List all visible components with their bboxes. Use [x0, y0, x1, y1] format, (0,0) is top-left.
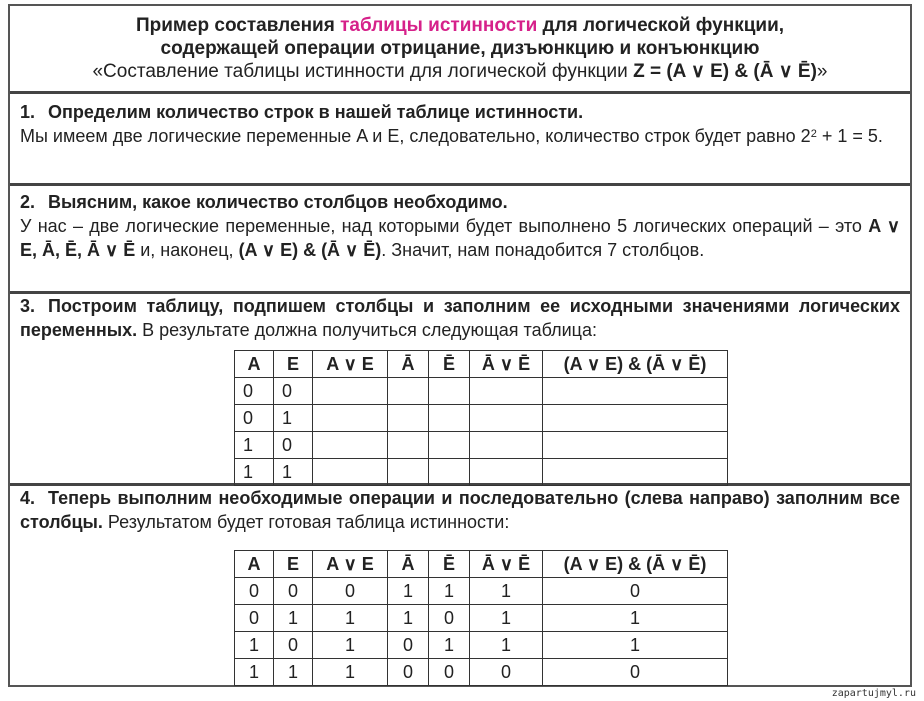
- table-cell: 1: [470, 605, 543, 632]
- step-4: [10, 486, 910, 689]
- step-2-title: [10, 190, 910, 214]
- column-header: Ā ∨ Ē: [470, 351, 543, 378]
- table-cell: 1: [313, 632, 388, 659]
- table-cell: 1: [429, 578, 470, 605]
- step-1-title: [10, 100, 910, 124]
- column-header: A: [235, 551, 274, 578]
- table-cell: [388, 459, 429, 486]
- step-2-number: 2.: [20, 192, 36, 212]
- table-row: [235, 578, 728, 605]
- table-row: [235, 659, 728, 686]
- table-row: [235, 605, 728, 632]
- column-header: Ē: [429, 351, 470, 378]
- step-1-text-after: + 1 = 5.: [816, 126, 883, 146]
- table-row: [235, 459, 728, 486]
- table-cell: 0: [274, 378, 313, 405]
- step-1-number: 1.: [20, 102, 36, 122]
- table-cell: 1: [470, 632, 543, 659]
- table-cell: [429, 405, 470, 432]
- column-header: A ∨ E: [313, 351, 388, 378]
- table-cell: 0: [388, 632, 429, 659]
- column-header: Ā: [388, 551, 429, 578]
- column-header: Ā: [388, 351, 429, 378]
- step-1-text-before: Мы имеем две логические переменные A и E, следовательно, количество строк будет равно 2: [20, 126, 811, 146]
- step-3-number: 3.: [20, 296, 36, 316]
- table-cell: [429, 378, 470, 405]
- table-cell: [313, 432, 388, 459]
- step-2-text-a: У нас – две логические переменные, над которыми будет выполнено 5 логических операций – это: [20, 216, 869, 236]
- table-header-row: [235, 551, 728, 578]
- table-cell: 0: [235, 605, 274, 632]
- column-header: (A ∨ E) & (Ā ∨ Ē): [543, 551, 728, 578]
- table-cell: [543, 405, 728, 432]
- table-row: [235, 378, 728, 405]
- column-header: E: [274, 551, 313, 578]
- table-cell: [470, 432, 543, 459]
- step-4-text: Результатом будет готовая таблица истинности:: [102, 512, 510, 532]
- table-cell: 1: [274, 659, 313, 686]
- table-cell: 1: [313, 659, 388, 686]
- step-1-superscript: 2: [810, 128, 817, 140]
- table-cell: [313, 378, 388, 405]
- step-4-title-text: Теперь выполним необходимые операции и последовательно (слева направо) заполним все столбцы.: [20, 488, 900, 532]
- header-block: [10, 6, 910, 94]
- step-2-final-op: (A ∨ E) & (Ā ∨ Ē): [238, 240, 382, 260]
- table-cell: 0: [543, 578, 728, 605]
- table-cell: 1: [274, 405, 313, 432]
- table-cell: 1: [235, 459, 274, 486]
- table-cell: 1: [543, 632, 728, 659]
- step-1: [10, 94, 910, 186]
- table-cell: [388, 405, 429, 432]
- table-cell: 1: [470, 578, 543, 605]
- column-header: E: [274, 351, 313, 378]
- step-3-paragraph: [10, 294, 910, 342]
- table-cell: 1: [235, 432, 274, 459]
- table-cell: 0: [543, 659, 728, 686]
- table-cell: 1: [274, 605, 313, 632]
- column-header: Ā ∨ Ē: [470, 551, 543, 578]
- column-header: A ∨ E: [313, 551, 388, 578]
- table-cell: 1: [429, 632, 470, 659]
- step-1-title-text: Определим количество строк в нашей таблице истинности.: [48, 102, 584, 122]
- step-4-number: 4.: [20, 488, 36, 508]
- step-2-text-c: . Значит, нам понадобится 7 столбцов.: [381, 240, 705, 260]
- step-2-title-text: Выясним, какое количество столбцов необходимо.: [48, 192, 508, 212]
- table-cell: [429, 432, 470, 459]
- step-3-title-text: Построим таблицу, подпишем столбцы и заполним ее исходными значениями логических переменных.: [20, 296, 900, 340]
- table-cell: 1: [313, 605, 388, 632]
- column-header: (A ∨ E) & (Ā ∨ Ē): [543, 351, 728, 378]
- table-cell: 0: [313, 578, 388, 605]
- table-cell: [388, 432, 429, 459]
- table-cell: 0: [274, 578, 313, 605]
- table-cell: 1: [274, 459, 313, 486]
- step-2: [10, 186, 910, 294]
- table-header-row: [235, 351, 728, 378]
- step-2-text-b: и, наконец,: [135, 240, 239, 260]
- step-3-text: В результате должна получиться следующая таблица:: [137, 320, 597, 340]
- table-cell: [470, 405, 543, 432]
- table-cell: 0: [429, 659, 470, 686]
- column-header: Ē: [429, 551, 470, 578]
- header-line-1: [10, 14, 910, 37]
- step-1-text: [10, 124, 910, 148]
- table-row: [235, 632, 728, 659]
- header-line-1-prefix: Пример составления: [135, 15, 341, 36]
- table-cell: 0: [470, 659, 543, 686]
- header-line-2: содержащей операции отрицание, дизъюнкцию и конъюнкцию: [160, 38, 760, 59]
- table-cell: 0: [274, 432, 313, 459]
- step-3: [10, 294, 910, 486]
- table-cell: 1: [235, 632, 274, 659]
- table-cell: [313, 405, 388, 432]
- table-cell: 0: [429, 605, 470, 632]
- table-cell: 0: [235, 578, 274, 605]
- table-cell: [543, 459, 728, 486]
- header-line-3: [10, 60, 910, 83]
- table-cell: 1: [388, 578, 429, 605]
- step-2-text: [10, 214, 910, 262]
- step-2-ops: A ∨ E, Ā, Ē, Ā ∨ Ē: [20, 216, 900, 260]
- table-cell: [429, 459, 470, 486]
- worksheet: [8, 4, 912, 687]
- column-header: A: [235, 351, 274, 378]
- table-cell: [543, 432, 728, 459]
- table-cell: 0: [235, 378, 274, 405]
- table-cell: [470, 459, 543, 486]
- table-cell: [543, 378, 728, 405]
- table-cell: 0: [235, 405, 274, 432]
- table-cell: 1: [388, 605, 429, 632]
- table-cell: 1: [543, 605, 728, 632]
- header-formula: Z = (A ∨ E) & (Ā ∨ Ē): [633, 61, 817, 82]
- initial-truth-table: [234, 350, 728, 486]
- site-credit: zapartujmyl.ru: [831, 688, 916, 699]
- header-line-1-suffix: для логической функции,: [537, 15, 785, 36]
- header-line-3-prefix: «Составление таблицы истинности для логической функции: [92, 61, 634, 82]
- header-line-3-suffix: »: [816, 61, 828, 82]
- table-cell: [313, 459, 388, 486]
- table-row: [235, 405, 728, 432]
- table-row: [235, 432, 728, 459]
- table-cell: 0: [274, 632, 313, 659]
- table-cell: [388, 378, 429, 405]
- final-truth-table: [234, 550, 728, 686]
- table-cell: 1: [235, 659, 274, 686]
- step-4-paragraph: [10, 486, 910, 534]
- table-cell: 0: [388, 659, 429, 686]
- table-cell: [470, 378, 543, 405]
- header-highlight: таблицы истинности: [340, 15, 538, 36]
